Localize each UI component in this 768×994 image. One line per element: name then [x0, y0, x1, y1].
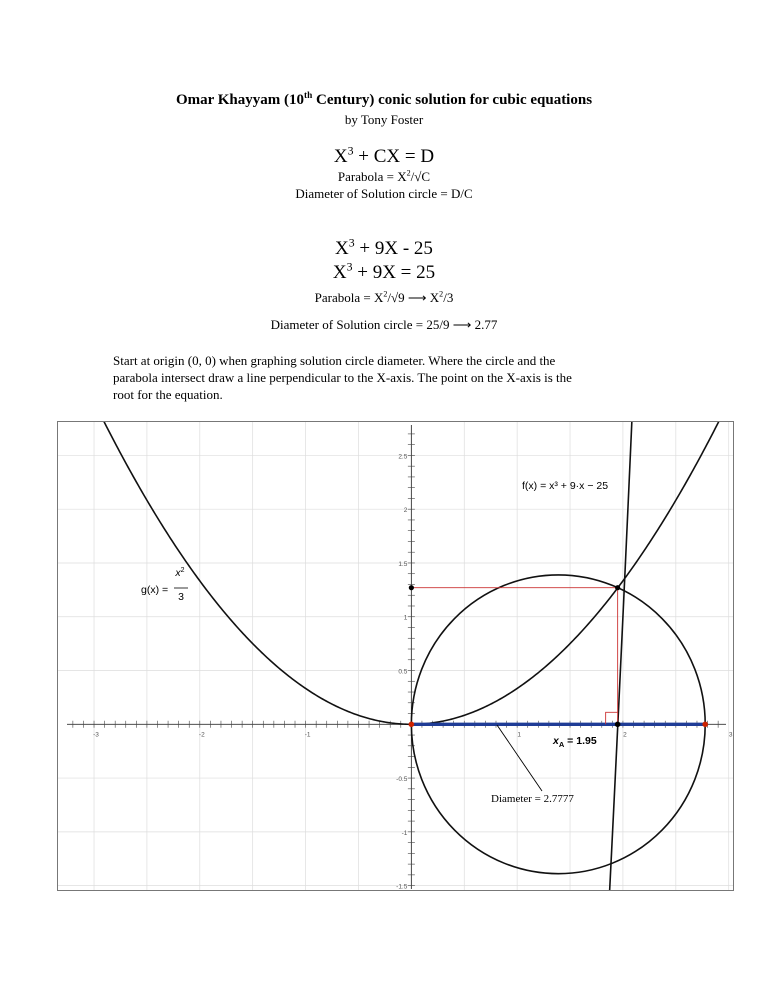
y-tick-label: 1.5 — [398, 560, 408, 568]
x-tick-label: 3 — [728, 731, 733, 739]
intersection-point — [615, 585, 620, 590]
general-cubic-equation: $X^3$ + CX = D — [333, 144, 435, 167]
document-title: Omar Khayyam (10th Century) conic solution for cubic equations — [175, 91, 593, 108]
x-tick-label: 2 — [623, 731, 627, 739]
root-point — [615, 721, 621, 727]
instructions-line: root for the equation. — [113, 387, 223, 402]
example-equation-expression: $X^3 + 9X - 25$ — [335, 236, 433, 259]
x-tick-label: -1 — [304, 731, 311, 739]
y-tick-label: -0.5 — [396, 776, 408, 784]
y-intercept-point — [409, 585, 414, 590]
g-function-numerator: $x^2$ — [175, 567, 185, 579]
conic-solution-graph — [57, 421, 734, 891]
instructions-line: Start at origin (0, 0) when graphing solution circle diameter. Where the circle and the — [113, 353, 556, 368]
general-parabola-formula: Parabola = $X^2/√C$ — [337, 168, 431, 184]
origin-point — [409, 721, 415, 727]
x-tick-label: -3 — [93, 731, 99, 739]
x-tick-label: -2 — [198, 731, 205, 739]
y-tick-label: 2 — [403, 507, 408, 515]
diameter-label: Diameter = 2.7777 — [491, 793, 574, 805]
x-tick-label: 1 — [517, 731, 521, 739]
instructions-line: parabola intersect draw a line perpendicular to the X-axis. The point on the X-axis is the — [113, 370, 572, 385]
example-equation: $X^3 + 9X = 25$ — [332, 260, 436, 283]
y-tick-label: -1.5 — [396, 883, 408, 891]
y-tick-label: 1 — [403, 614, 408, 622]
graph-frame — [58, 422, 734, 891]
diameter-end-point — [702, 721, 708, 727]
example-diameter-formula: Diameter of Solution circle = 25/9 ⟶ 2.77 — [270, 317, 498, 332]
g-function-label: g(x) = — [141, 584, 169, 596]
y-tick-label: 2.5 — [398, 453, 408, 461]
f-function-label: f(x) = x³ + 9·x − 25 — [522, 480, 609, 492]
instructions-paragraph — [113, 352, 653, 403]
author-byline: by Tony Foster — [344, 112, 424, 127]
y-tick-label: 0.5 — [398, 668, 408, 676]
root-label: $x_A = 1.95$ — [553, 735, 597, 749]
g-function-denominator: 3 — [178, 591, 184, 603]
example-parabola-formula: Parabola = $X^2/√9$ ⟶ $X^2/3$ — [314, 289, 454, 305]
y-tick-label: -1 — [401, 829, 408, 837]
general-diameter-formula: Diameter of Solution circle = D/C — [295, 186, 473, 201]
